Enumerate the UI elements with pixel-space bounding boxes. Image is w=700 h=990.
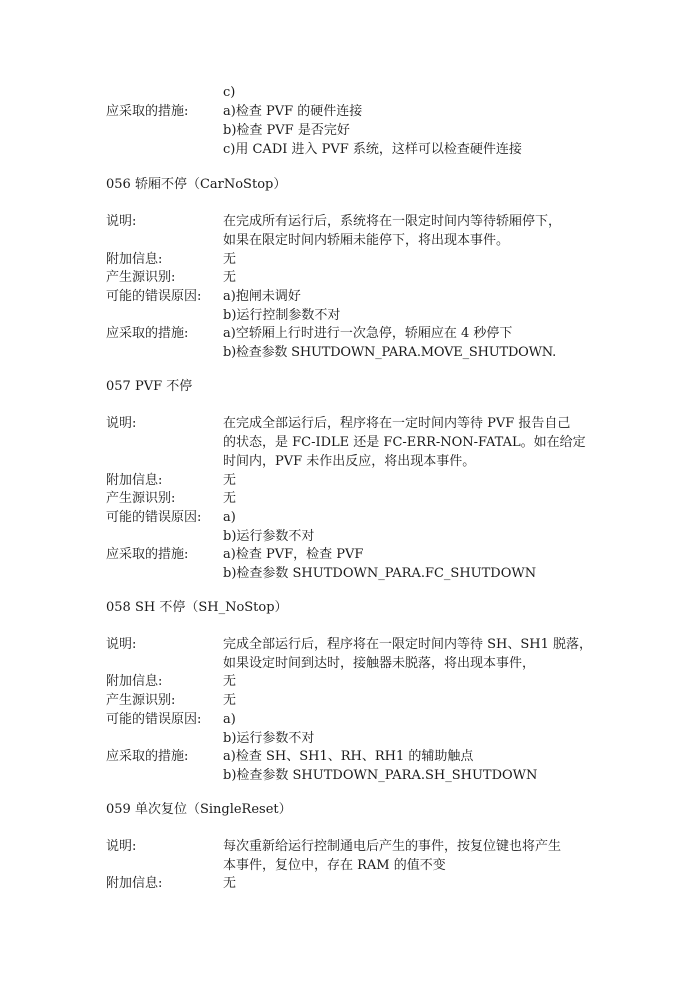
desc-text: 时间内，PVF 未作出反应，将出现本事件。 (223, 454, 476, 469)
desc-label: 说明: (106, 214, 137, 229)
info-label: 附加信息: (106, 473, 163, 488)
action-item: b)检查参数 SHUTDOWN_PARA.FC_SHUTDOWN (223, 566, 537, 581)
cause-item: a)抱闸未调好 (223, 289, 301, 304)
action-item: c)用 CADI 进入 PVF 系统，这样可以检查硬件连接 (223, 142, 522, 157)
section-heading: 058 SH 不停（SH_NoStop） (106, 600, 288, 615)
source-label: 产生源识别: (106, 491, 176, 506)
source-value: 无 (223, 693, 237, 708)
cause-item: b)运行控制参数不对 (223, 308, 341, 323)
source-label: 产生源识别: (106, 693, 176, 708)
action-item: a)检查 SH、SH1、RH、RH1 的辅助触点 (223, 749, 474, 764)
action-label: 应采取的措施: (106, 749, 189, 764)
desc-text: 完成全部运行后，程序将在一限定时间内等待 SH、SH1 脱落， (223, 637, 593, 652)
cause-item: b)运行参数不对 (223, 731, 315, 746)
info-value: 无 (223, 473, 237, 488)
desc-text: 如果设定时间到达时，接触器未脱落，将出现本事件， (223, 656, 536, 671)
section-heading: 057 PVF 不停 (106, 379, 193, 394)
source-value: 无 (223, 491, 237, 506)
section-heading: 056 轿厢不停（CarNoStop） (106, 177, 287, 192)
desc-label: 说明: (106, 839, 137, 854)
info-value: 无 (223, 674, 237, 689)
source-label: 产生源识别: (106, 270, 176, 285)
info-value: 无 (223, 876, 237, 891)
action-item: a)检查 PVF，检查 PVF (223, 547, 364, 562)
desc-text: 本事件，复位中，存在 RAM 的值不变 (223, 858, 446, 873)
action-label: 应采取的措施: (106, 326, 189, 341)
section-heading: 059 单次复位（SingleReset） (106, 802, 292, 817)
desc-text: 如果在限定时间内轿厢未能停下，将出现本事件。 (223, 233, 510, 248)
action-label: 应采取的措施: (106, 104, 189, 119)
cause-label: 可能的错误原因: (106, 712, 202, 727)
action-item: a)空轿厢上行时进行一次急停，轿厢应在 4 秒停下 (223, 326, 513, 341)
desc-label: 说明: (106, 416, 137, 431)
source-value: 无 (223, 270, 237, 285)
cause-label: 可能的错误原因: (106, 510, 202, 525)
action-item: b)检查参数 SHUTDOWN_PARA.MOVE_SHUTDOWN. (223, 345, 557, 360)
desc-text: 的状态，是 FC-IDLE 还是 FC-ERR-NON-FATAL。如在给定 (223, 435, 586, 450)
desc-text: 在完成全部运行后，程序将在一定时间内等待 PVF 报告自己 (223, 416, 571, 431)
info-label: 附加信息: (106, 252, 163, 267)
action-item: a)检查 PVF 的硬件连接 (223, 104, 363, 119)
desc-text: 在完成所有运行后，系统将在一限定时间内等待轿厢停下， (223, 214, 562, 229)
cause-c-tail: c) (223, 85, 236, 100)
cause-item: a) (223, 712, 236, 727)
info-label: 附加信息: (106, 876, 163, 891)
desc-label: 说明: (106, 637, 137, 652)
action-item: b)检查 PVF 是否完好 (223, 123, 350, 138)
action-item: b)检查参数 SHUTDOWN_PARA.SH_SHUTDOWN (223, 768, 538, 783)
info-label: 附加信息: (106, 674, 163, 689)
info-value: 无 (223, 252, 237, 267)
cause-item: b)运行参数不对 (223, 529, 315, 544)
cause-label: 可能的错误原因: (106, 289, 202, 304)
action-label: 应采取的措施: (106, 547, 189, 562)
cause-item: a) (223, 510, 236, 525)
desc-text: 每次重新给运行控制通电后产生的事件，按复位键也将产生 (223, 839, 562, 854)
